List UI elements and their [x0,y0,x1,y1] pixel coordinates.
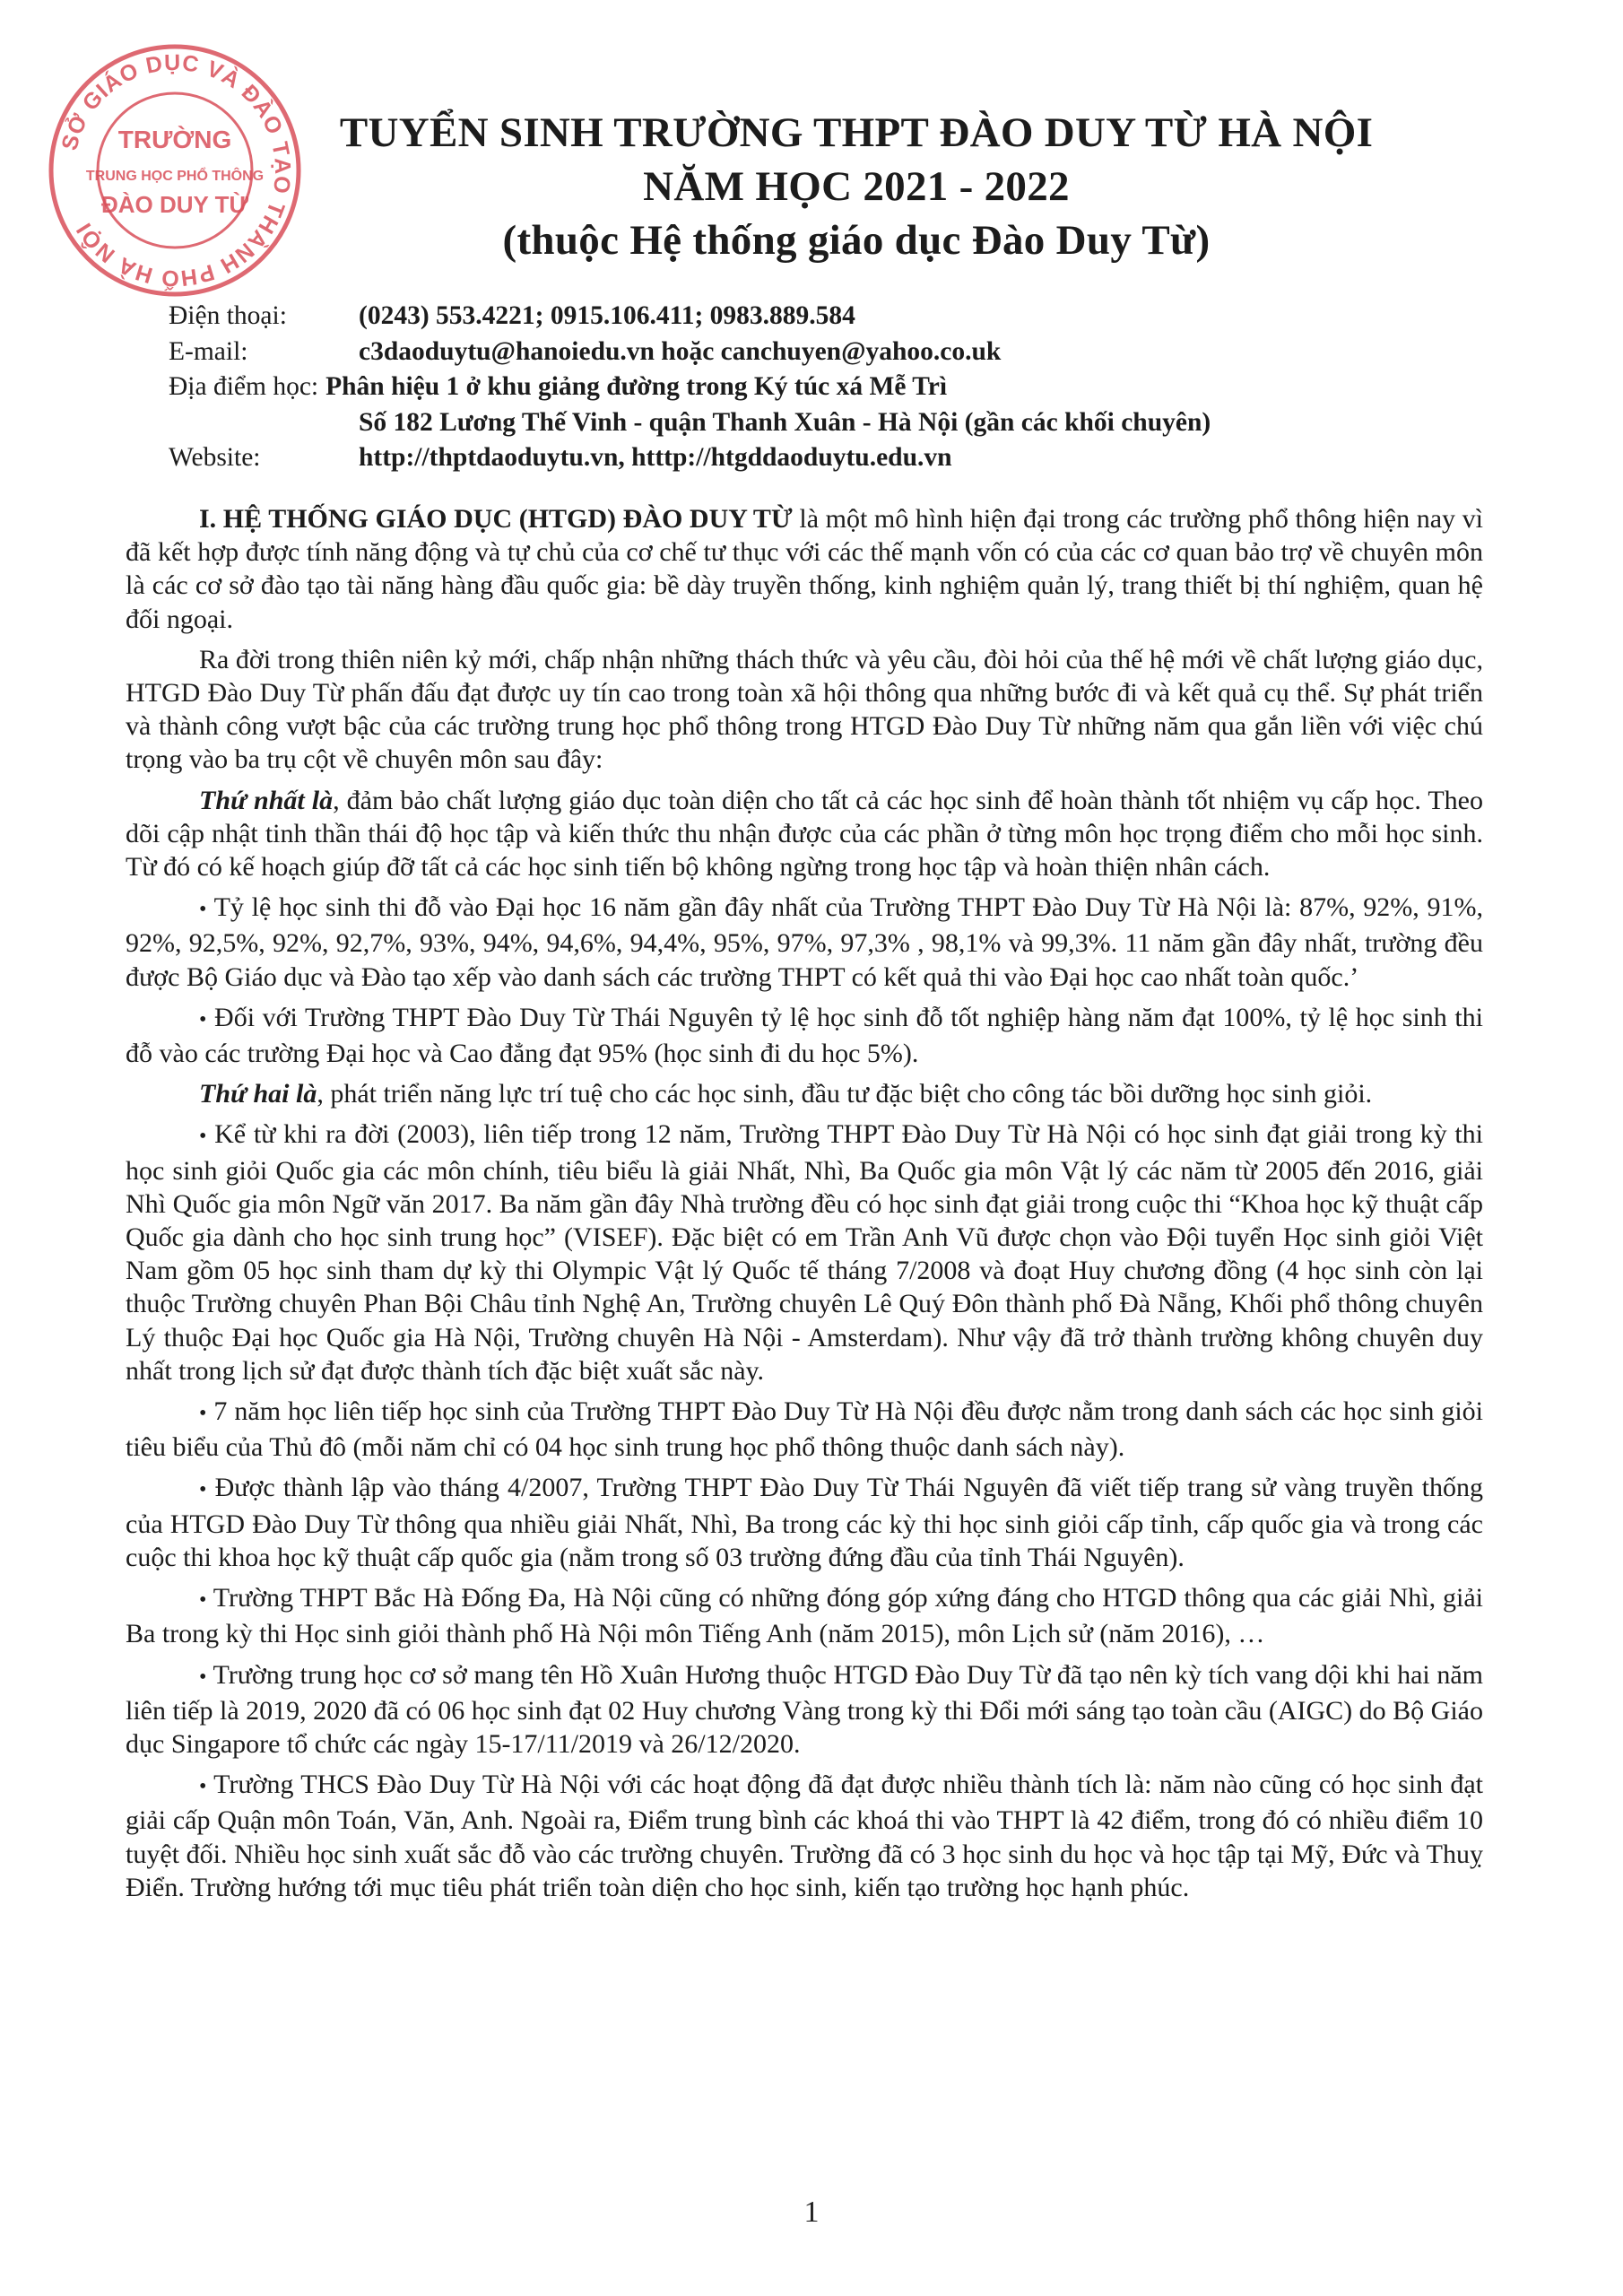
bullet-icon: • [199,1007,207,1031]
location-value-2: Số 182 Lương Thế Vinh - quận Thanh Xuân - Hà Nội (gần các khối chuyên) [359,407,1211,437]
document-body [126,502,1483,1911]
second-pillar-lead: Thứ hai là [199,1079,317,1109]
bullet-icon: • [199,1775,207,1799]
second-pillar-paragraph: Thứ hai là, phát triển năng lực trí tuệ cho các học sinh, đầu tư đặc biệt cho công tác bồi dưỡng học sinh giỏi. [199,1079,1373,1109]
bullet-icon: • [199,1402,207,1426]
bullet-icon: • [199,898,207,922]
website-value: http://thptdaoduytu.vn, htttp://htgddaoduytu.edu.vn [359,443,952,472]
phone-value: (0243) 553.4221; 0915.106.411; 0983.889.584 [359,301,855,330]
email-value: c3daoduytu@hanoiedu.vn hoặc canchuyen@yahoo.co.uk [359,336,1002,366]
phone-label: Điện thoại: [169,301,287,330]
page-number: 1 [803,2196,820,2229]
intro-heading: I. HỆ THỐNG GIÁO DỤC (HTGD) ĐÀO DUY TỪ [199,504,793,534]
bullet-thcs-school: • Trường THCS Đào Duy Từ Hà Nội với các hoạt động đã đạt được nhiều thành tích là: năm nào cũng có học sinh đạt giải cấp Quận môn Toán, Văn, Anh. Ngoài ra, Điểm trung bình các khoá thi vào THPT là 42 điểm, trong đó có nhiều điểm 10 tuyệt đối. Nhiều học sinh xuất sắc đỗ vào các trường chuyên. Trường đã có 3 học sinh du học và học tập tại Mỹ, Đức và Thuỵ Điển. Trường hướng tới mục tiêu phát triển toàn diện cho học sinh, kiến tạo trường học hạnh phúc. [126,1770,1483,1902]
document-title [296,106,1417,267]
svg-text:ĐÀO DUY TỪ: ĐÀO DUY TỪ [100,191,249,218]
title-line-1: TUYỂN SINH TRƯỜNG THPT ĐÀO DUY TỪ HÀ NỘI [339,109,1374,156]
bullet-university-rate: • Tỷ lệ học sinh thi đỗ vào Đại học 16 năm gần đây nhất của Trường THPT Đào Duy Từ Hà Nội là: 87%, 92%, 91%, 92%, 92,5%, 92%, 92,7%, 93%, 94%, 94,6%, 94,4%, 95%, 97%, 97,3% , 98,1% và 99,3%. 11 năm gần đây nhất, trường đều được Bộ Giáo dục và Đào tạo xếp vào danh sách các trường THPT có kết quả thi vào Đại học cao nhất toàn quốc.’ [126,892,1483,992]
title-line-3: (thuộc Hệ thống giáo dục Đào Duy Từ) [502,217,1211,264]
bullet-icon: • [199,1125,207,1149]
first-pillar-lead: Thứ nhất là [199,785,334,815]
intro-paragraph: I. HỆ THỐNG GIÁO DỤC (HTGD) ĐÀO DUY TỪ là một mô hình hiện đại trong các trường phổ thông hiện nay vì đã kết hợp được tính năng động và tự chủ của cơ chế tư thục với các thế mạnh vốn có của các cơ quan bảo trợ về chuyên môn là các cơ sở đào tạo tài năng hàng đầu quốc gia: bề dày truyền thống, kinh nghiệm quản lý, trang thiết bị thí nghiệm, quan hệ đối ngoại. [126,504,1483,634]
paragraph-2: Ra đời trong thiên niên kỷ mới, chấp nhận những thách thức và yêu cầu, đòi hỏi của thế hệ mới về chất lượng giáo dục, HTGD Đào Duy Từ phấn đấu đạt được uy tín cao trong toàn xã hội thông qua những bước đi và kết quả cụ thể. Sự phát triển và thành công vượt bậc của các trường trung học phổ thông trong HTGD Đào Duy Từ những năm qua gắn liền với việc chú trọng vào ba trụ cột về chuyên môn sau đây: [126,644,1483,775]
bullet-capital-students: • 7 năm học liên tiếp học sinh của Trường THPT Đào Duy Từ Hà Nội đều được nằm trong danh sách các học sinh giỏi tiêu biểu của Thủ đô (mỗi năm chỉ có 04 học sinh trung học phổ thông thuộc danh sách này). [126,1396,1483,1463]
location-row-2 [169,405,1469,441]
location-value-1: Phân hiệu 1 ở khu giảng đường trong Ký túc xá Mễ Trì [325,372,948,401]
svg-text:TRƯỜNG: TRƯỜNG [117,126,232,153]
email-label: E-mail: [169,336,248,366]
first-pillar-paragraph: Thứ nhất là, đảm bảo chất lượng giáo dục toàn diện cho tất cả các học sinh để hoàn thành tốt nhiệm vụ cấp học. Theo dõi cập nhật tinh thần thái độ học tập và kiến thức thu nhận được của các phần ở từng môn học trọng điểm cho mỗi học sinh. Từ đó có kế hoạch giúp đỡ tất cả các học sinh tiến bộ không ngừng trong học tập và hoàn thiện nhân cách. [126,785,1484,883]
phone-row [169,299,1469,335]
location-label: Địa điểm học: [169,372,319,401]
contact-info [169,299,1469,476]
bullet-national-awards: • Kể từ khi ra đời (2003), liên tiếp trong 12 năm, Trường THPT Đào Duy Từ Hà Nội có học sinh đạt giải trong kỳ thi học sinh giỏi Quốc gia các môn chính, tiêu biểu là giải Nhất, Nhì, Ba Quốc gia môn Vật lý các năm từ 2005 đến 2016, giải Nhì Quốc gia môn Ngữ văn 2017. Ba năm gần đây Nhà trường đều có học sinh đạt giải trong cuộc thi “Khoa học kỹ thuật cấp Quốc gia dành cho học sinh trung học” (VISEF). Đặc biệt có em Trần Anh Vũ được chọn vào Đội tuyển Học sinh giỏi Việt Nam gồm 05 học sinh tham dự kỳ thi Olympic Vật lý Quốc tế tháng 7/2008 và đoạt Huy chương đồng (4 học sinh còn lại thuộc Trường chuyên Phan Bội Châu tỉnh Nghệ An, Trường chuyên Lê Quý Đôn thành phố Đà Nẵng, Khối phổ thông chuyên Lý thuộc Đại học Quốc gia Hà Nội, Trường chuyên Hà Nội - Amsterdam). Như vậy đã trở thành trường không chuyên duy nhất trong lịch sử đạt được thành tích đặc biệt xuất sắc này. [126,1119,1483,1386]
bullet-icon: • [199,1665,207,1689]
location-row [169,370,1469,405]
bullet-ho-xuan-huong-school: • Trường trung học cơ sở mang tên Hồ Xuân Hương thuộc HTGD Đào Duy Từ đã tạo nên kỳ tích vang dội khi hai năm liên tiếp là 2019, 2020 đã có 06 học sinh đạt 02 Huy chương Vàng trong kỳ thi Đổi mới sáng tạo toàn cầu (AIGC) do Bộ Giáo dục Singapore tổ chức các ngày 15-17/11/2019 và 26/12/2020. [126,1659,1483,1759]
svg-text:SỞ GIÁO DỤC VÀ ĐÀO TẠO THÀNH P: SỞ GIÁO DỤC VÀ ĐÀO TẠO THÀNH PHỐ HÀ NỘI [56,49,296,291]
bullet-icon: • [199,1588,207,1613]
bullet-icon: • [199,1478,207,1502]
title-line-2: NĂM HỌC 2021 - 2022 [643,163,1070,210]
bullet-thai-nguyen-rate: • Đối với Trường THPT Đào Duy Từ Thái Nguyên tỷ lệ học sinh đỗ tốt nghiệp hàng năm đạt 100%, tỷ lệ học sinh thi đỗ vào các trường Đại học và Cao đẳng đạt 95% (học sinh đi du học 5%). [126,1002,1484,1069]
school-seal-stamp [45,40,305,300]
svg-text:TRUNG HỌC PHỔ THÔNG: TRUNG HỌC PHỔ THÔNG [85,169,265,184]
website-row [169,440,1469,476]
website-label: Website: [169,443,261,472]
bullet-bac-ha-school: • Trường THPT Bắc Hà Đống Đa, Hà Nội cũng có những đóng góp xứng đáng cho HTGD thông qua các giải Nhì, giải Ba trong kỳ thi Học sinh giỏi thành phố Hà Nội môn Tiếng Anh (năm 2015), môn Lịch sử (năm 2016), … [126,1583,1483,1649]
email-row [169,335,1469,370]
bullet-thai-nguyen-school: • Được thành lập vào tháng 4/2007, Trường THPT Đào Duy Từ Thái Nguyên đã viết tiếp trang sử vàng truyền thống của HTGD Đào Duy Từ thông qua nhiều giải Nhất, Nhì, Ba trong các kỳ thi học sinh giỏi cấp tỉnh, cấp quốc gia và trong các cuộc thi khoa học kỹ thuật cấp quốc gia (nằm trong số 03 trường đứng đầu của tỉnh Thái Nguyên). [126,1473,1483,1572]
